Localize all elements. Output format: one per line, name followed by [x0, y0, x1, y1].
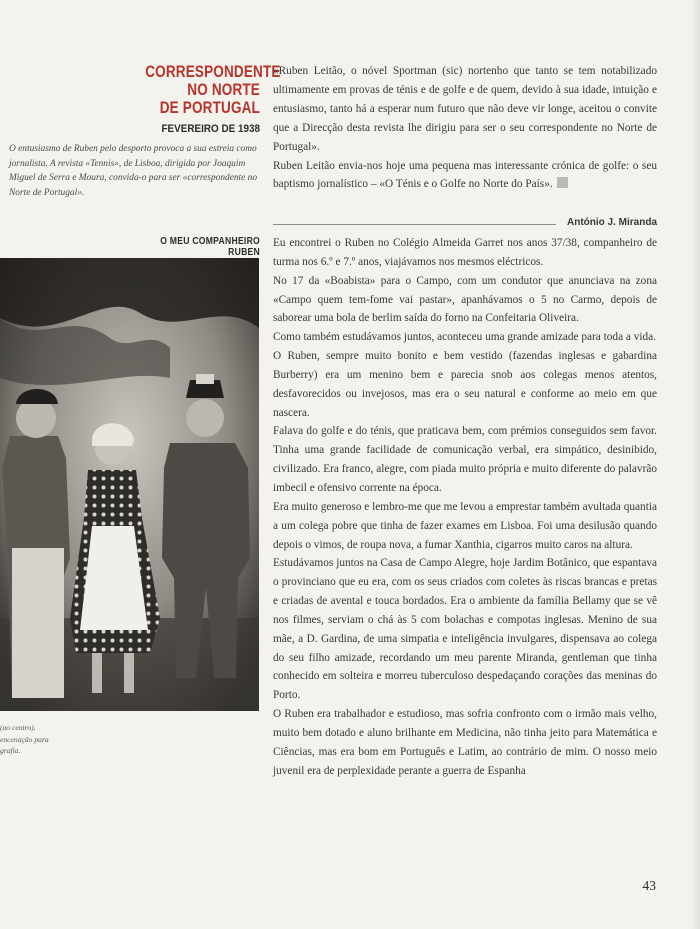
article-paragraph: O Ruben era trabalhador e estudioso, mas sofria confronto com o irmão mais velho, muito bem dotado e aluno brilhante em Medicina, não tinha jeito para Matemática e Ciências, mas era bom em Português e Latim, ao contrário de mim. O nosso meio juvenil era de perplexidade perante a guerra de Espanha: [273, 708, 657, 777]
sidebar-caption: O entusiasmo de Ruben pelo desporto provoca a sua estreia como jornalista. A revista «Tennis», de Lisboa, dirigida por Joaquim Miguel de Serra e Moura, convida-o para ser «correspondente no Norte de Portugal».: [9, 144, 258, 198]
article-paragraph: No 17 da «Boabista» para o Campo, com um condutor que anunciava na zona «Campo quem tem-fome vai pastar», apanhávamos o 5 no Carmo, depois de saborear uma bola de berlim saída do forno na Confeitaria Oliveira.: [273, 274, 657, 325]
article-paragraph: O Ruben, sempre muito bonito e bem vestido (fazendas inglesas e gabardina Burberry) era um menino bem e parecia snob aos colegas menos atentos, desfavorecidos ou invejosos, mas era o seu natural e conforme ao meio em que nascera.: [273, 350, 657, 419]
article-paragraph: Como também estudávamos juntos, aconteceu uma grande amizade para toda a vida.: [273, 331, 657, 344]
article-paragraph: Estudávamos juntos na Casa de Campo Alegre, hoje Jardim Botânico, que espantava o provinciano que eu era, com os seus criados com coletes às riscas brancas e pretas e criadas de avental e touca bordados. Era o ambiente da família Bellamy que se vê nos filmes, serviam o chá às 5 com bolachas e compotas inglesas. Menino de sua mãe, a D. Gardina, de uma simpatia e inteligência invulgares, dispensava ao colega do seu filho amizade, recordando um meu parente Miranda, gentleman que tinha conhecido em solteira e morreu tuberculoso despedaçando corações das meninas do Porto.: [273, 557, 657, 702]
sidebar-date: FEVEREIRO DE 1938: [161, 123, 260, 135]
section-subheading: O MEU COMPANHEIRO RUBEN: [160, 236, 260, 258]
article-paragraph: Era muito generoso e lembro-me que me levou a emprestar também avultada quantia a um colega pobre que tinha de fazer exames em Lisboa. Foi uma desilusão quando depois o vimos, de roupa nova, a fumar Xanthia, cigarros muito caros na altura.: [273, 500, 657, 551]
intro-quote: [273, 62, 657, 194]
sidebar-title: [145, 63, 281, 117]
intro-paragraph-text: Ruben Leitão envia-nos hoje uma pequena mas interessante crónica de golfe: o seu baptismo jornalístico – «O Ténis e o Golfe no Norte do País».: [273, 159, 657, 191]
photo-illustration: [0, 258, 259, 711]
photo-caption-line: encenação para: [0, 734, 49, 744]
end-mark-icon: [557, 177, 568, 188]
intro-paragraph: [273, 157, 657, 195]
page-number: 43: [642, 878, 656, 893]
divider-rule: [273, 224, 556, 225]
sidebar-title-line: NO NORTE: [187, 81, 260, 99]
photo-caption-line: grafia.: [0, 746, 21, 755]
article-paragraph: Eu encontrei o Ruben no Colégio Almeida Garret nos anos 37/38, companheiro de turma nos 6.º e 7.º anos, viajávamos nos mesmos eléctricos.: [273, 237, 657, 268]
article-paragraph: Falava do golfe e do ténis, que praticava bem, com prémios conseguidos sem favor. Tinha uma grande facilidade de comunicação verbal, era simpático, desinibido, civilizado. Era franco, alegre, com piada muito própria e muito diferente do palavrão imbecil e ofensivo corrente na época.: [273, 425, 657, 494]
sidebar-title-line: CORRESPONDENTE: [145, 63, 281, 81]
article-body: [273, 234, 657, 780]
sidebar-title-line: DE PORTUGAL: [159, 99, 260, 117]
photo-caption: [0, 722, 70, 757]
page-spine-shadow: [690, 0, 700, 929]
article-author: António J. Miranda: [567, 217, 657, 228]
historic-photo: [0, 258, 259, 711]
photo-caption-line: (ao centro),: [0, 723, 36, 732]
intro-paragraph: «Ruben Leitão, o nóvel Sportman (sic) nortenho que tanto se tem notabilizado ultimamente em provas de ténis e de golfe e de quem, devido à sua idade, intuição e entusiasmo, tanto há a esperar num futuro que não deve vir longe, aceitou o convite que a Direcção desta revista lhe dirigiu para ser o seu correspondente no Norte de Portugal».: [273, 65, 657, 153]
